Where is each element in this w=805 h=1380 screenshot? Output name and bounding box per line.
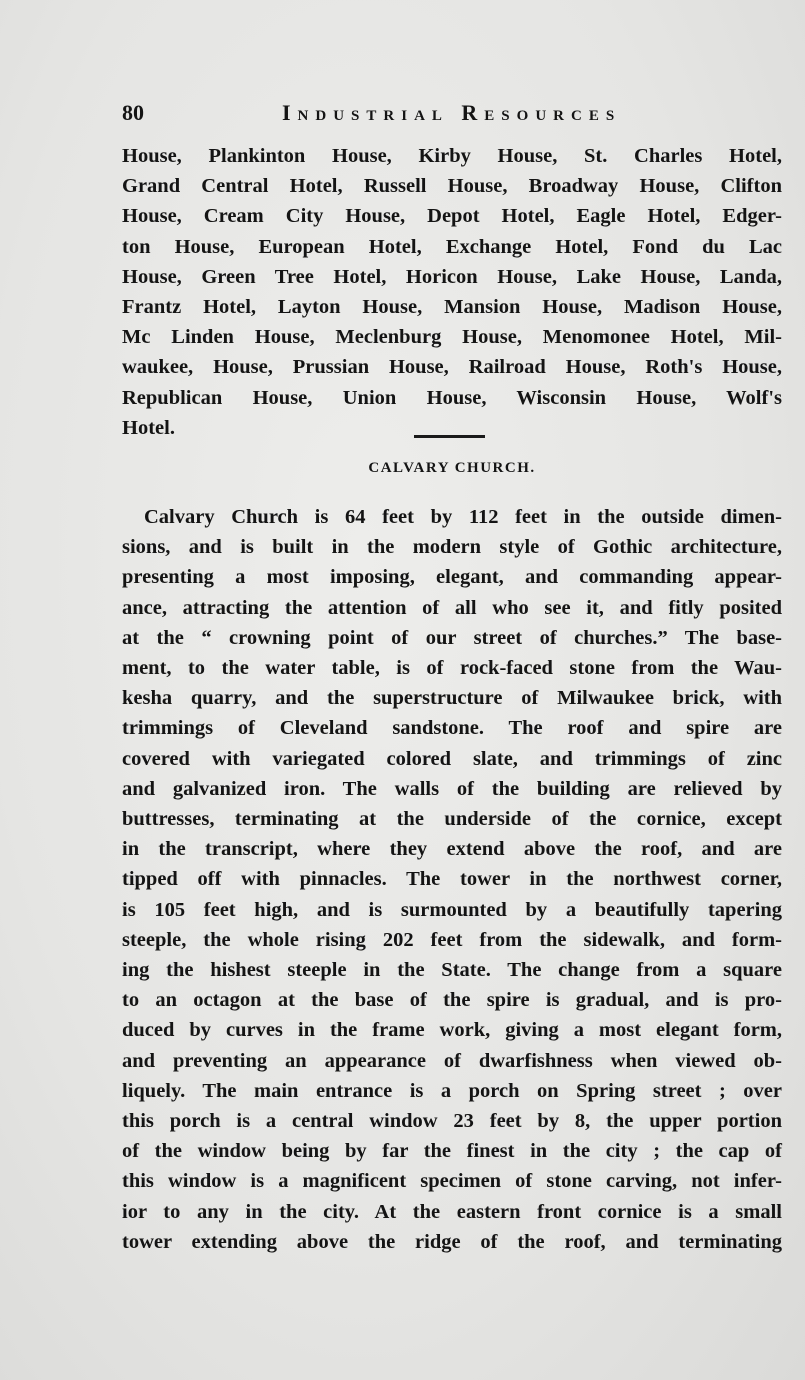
page-number: 80 (122, 100, 144, 125)
running-head (122, 100, 782, 130)
text-line: Frantz Hotel, Layton House, Mansion House, Madison House, (122, 296, 782, 319)
text-line: covered with variegated colored slate, and trimmings of zinc (122, 747, 782, 770)
text-line: kesha quarry, and the superstructure of Milwaukee brick, with (122, 687, 782, 710)
text-line: Mc Linden House, Meclenburg House, Menomonee Hotel, Mil- (122, 326, 782, 349)
text-line: House, Plankinton House, Kirby House, St. Charles Hotel, (122, 145, 782, 167)
text-line: Calvary Church is 64 feet by 112 feet in the outside dimen- (144, 506, 782, 528)
text-line: ance, attracting the attention of all who see it, and fitly posited (122, 596, 782, 619)
running-title: Industrial Resources (282, 100, 622, 125)
section-heading: CALVARY CHURCH. (368, 460, 536, 476)
text-line: to an octagon at the base of the spire is gradual, and is pro- (122, 989, 782, 1012)
text-line: this window is a magnificent specimen of stone carving, not infer- (122, 1170, 782, 1193)
text-line: duced by curves in the frame work, giving a most elegant form, (122, 1019, 782, 1042)
text-line: is 105 feet high, and is surmounted by a beautifully tapering (122, 898, 782, 921)
text-line: buttresses, terminating at the underside of the cornice, except (122, 808, 782, 831)
text-line: liquely. The main entrance is a porch on Spring street ; over (122, 1079, 782, 1102)
text-line: House, Green Tree Hotel, Horicon House, Lake House, Landa, (122, 265, 782, 288)
text-line: ing the hishest steeple in the State. The change from a square (122, 959, 782, 982)
text-line: at the “ crowning point of our street of churches.” The base- (122, 626, 782, 649)
text-line: tower extending above the ridge of the roof, and terminating (122, 1230, 782, 1253)
section-divider-rule (414, 435, 485, 438)
text-line: ton House, European Hotel, Exchange Hotel, Fond du Lac (122, 235, 782, 258)
text-line: trimmings of Cleveland sandstone. The roof and spire are (122, 717, 782, 740)
text-line: in the transcript, where they extend above the roof, and are (122, 838, 782, 861)
text-line: presenting a most imposing, elegant, and commanding appear- (122, 566, 782, 589)
text-line: and galvanized iron. The walls of the building are relieved by (122, 777, 782, 800)
text-line: waukee, House, Prussian House, Railroad House, Roth's House, (122, 356, 782, 379)
text-line: of the window being by far the finest in the city ; the cap of (122, 1140, 782, 1163)
text-line: Republican House, Union House, Wisconsin House, Wolf's (122, 386, 782, 409)
text-line: Hotel. (122, 416, 175, 439)
text-line: and preventing an appearance of dwarfishness when viewed ob- (122, 1049, 782, 1072)
text-line: ment, to the water table, is of rock-faced stone from the Wau- (122, 657, 782, 680)
text-line: House, Cream City House, Depot Hotel, Eagle Hotel, Edger- (122, 205, 782, 228)
text-line: steeple, the whole rising 202 feet from the sidewalk, and form- (122, 928, 782, 951)
text-line: sions, and is built in the modern style of Gothic architecture, (122, 536, 782, 559)
text-line: ior to any in the city. At the eastern front cornice is a small (122, 1200, 782, 1223)
church-paragraph (122, 502, 782, 1257)
text-line: this porch is a central window 23 feet by 8, the upper portion (122, 1110, 782, 1133)
hotels-paragraph (122, 141, 782, 443)
text-line: Grand Central Hotel, Russell House, Broadway House, Clifton (122, 175, 782, 198)
text-line: tipped off with pinnacles. The tower in the northwest corner, (122, 868, 782, 891)
